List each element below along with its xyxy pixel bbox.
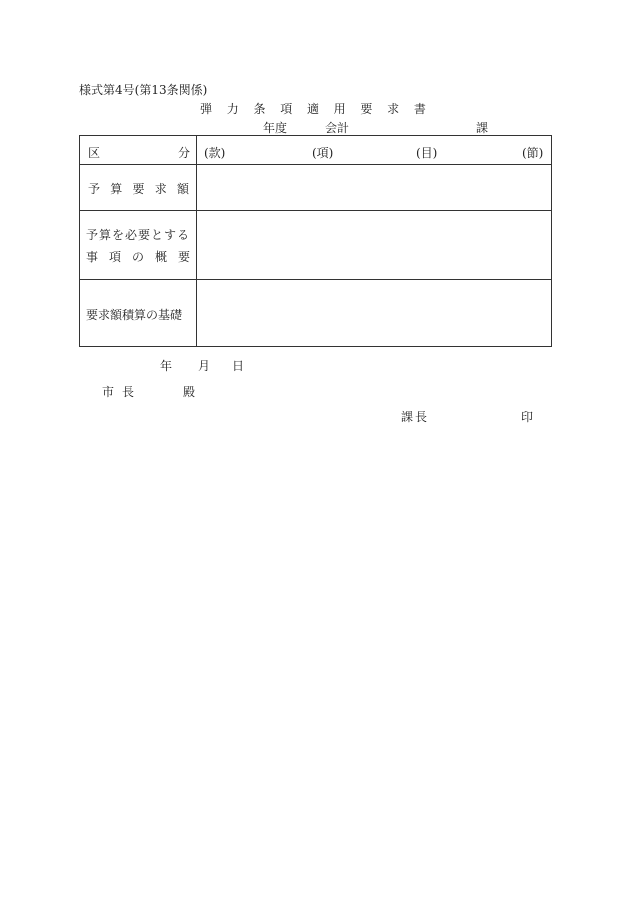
row-label-budget-request: 予 算 要 求 額 [88,182,189,196]
row-label-required-items-line1: 予算を必要とする [86,228,191,242]
row-divider [80,164,551,165]
account-label: 会計 [325,121,350,135]
category-label-suffix: 分 [178,146,191,160]
section-label: 課 [476,121,489,135]
seal-mark: 印 [521,410,534,424]
date-year-label: 年 [160,359,173,373]
date-month-label: 月 [198,359,211,373]
title-char: 用 [333,102,346,116]
row-label-calculation-basis: 要求額積算の基礎 [86,308,183,322]
request-form-table [79,135,552,347]
title-char: 力 [226,102,239,116]
title-char: 要 [360,102,373,116]
title-char: 項 [280,102,293,116]
title-char: 適 [306,102,319,116]
column-kan: (款) [204,146,226,160]
row-divider [80,279,551,280]
document-title [200,100,426,117]
date-day-label: 日 [232,359,245,373]
category-label: 区 [88,146,101,160]
column-divider [196,136,197,346]
column-kou: (項) [312,146,334,160]
row-label-required-items-line2: 事 項 の 概 要 [86,250,190,264]
title-char: 書 [413,102,426,116]
title-char: 条 [253,102,266,116]
form-number: 様式第4号(第13条関係) [79,83,208,97]
title-char: 求 [387,102,400,116]
column-moku: (目) [416,146,438,160]
addressee-honorific: 殿 [183,385,196,399]
fiscal-year-label: 年度 [263,121,288,135]
column-setsu: (節) [522,146,544,160]
title-char: 弾 [200,102,213,116]
sender-section-chief: 課長 [401,410,430,424]
addressee-mayor: 市長 [102,385,143,399]
row-divider [80,210,551,211]
